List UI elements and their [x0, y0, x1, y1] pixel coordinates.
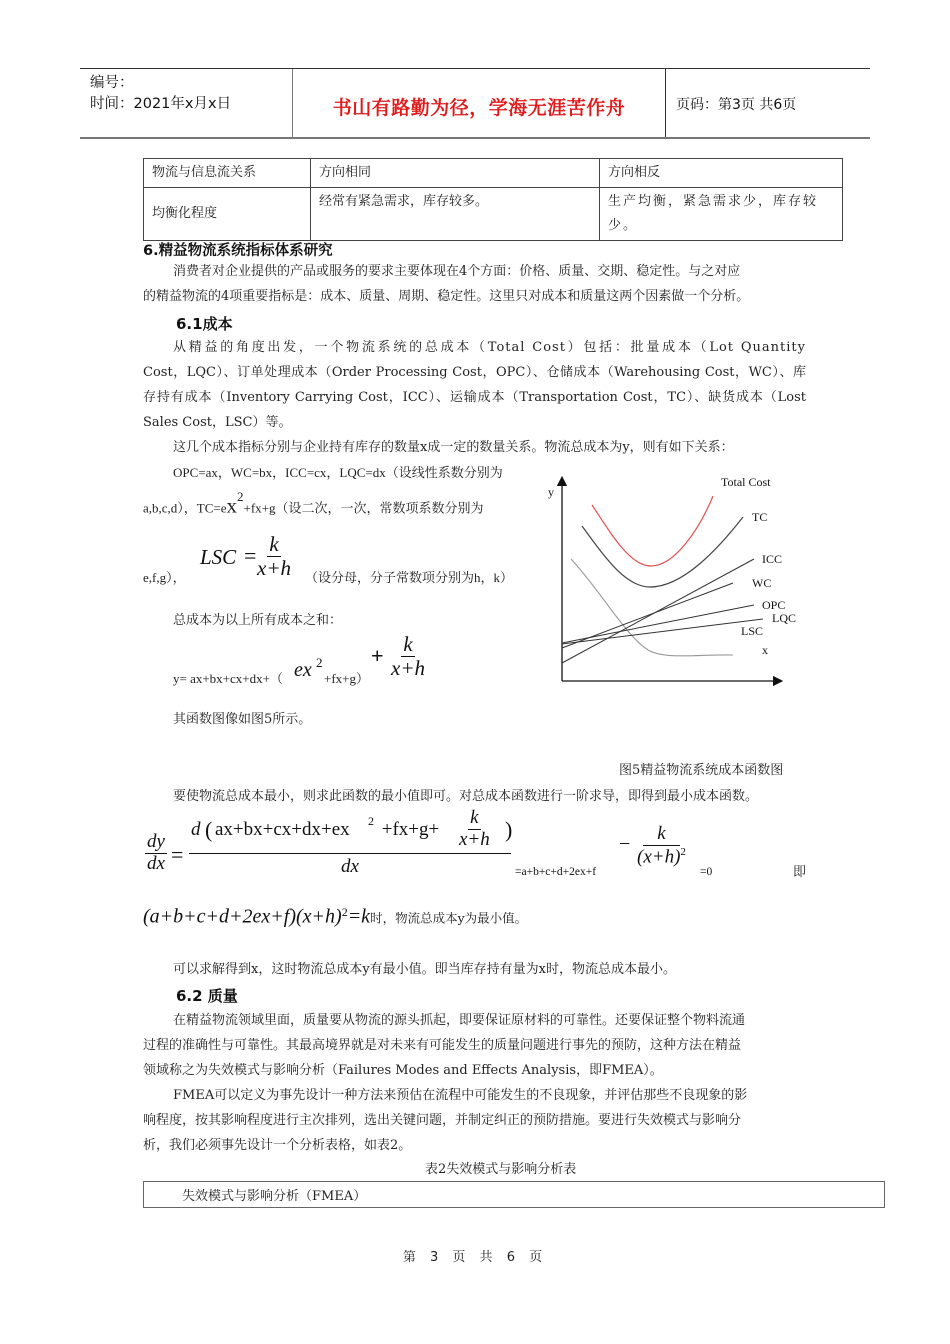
page-footer: 第 3 页 共 6 页 [402, 1250, 548, 1265]
table-row [144, 188, 843, 241]
document-date: 时间：2021年x月x日 [90, 96, 232, 112]
fraction-numerator: k [403, 632, 413, 656]
equation-text: +fx+g+ [377, 819, 440, 840]
fraction-numerator [189, 807, 513, 850]
section-6-heading: 6.精益物流系统指标体系研究 [143, 243, 333, 259]
equation-big-fraction [189, 808, 511, 878]
equation-sign: + [371, 643, 384, 668]
section-6-1-para-line: Cost，LQC）、订单处理成本（Order Processing Cost，OPC）、仓储成本（Warehousing Cost，WC）、库 [143, 365, 806, 380]
equation-sup: 2 [368, 814, 374, 828]
equation-sup: 2 [680, 845, 686, 858]
equation-text: =k [347, 905, 371, 928]
label-lqc: LQC [772, 611, 796, 625]
fraction-bar [189, 853, 511, 854]
section-6-2-para-line: 析，我们必须事先设计一个分析表格，如表2。 [143, 1138, 412, 1153]
section-6-para-line: 消费者对企业提供的产品或服务的要求主要体现在4个方面：价格、质量、交期、稳定性。与之对应 [173, 264, 741, 279]
equation-fraction [255, 533, 293, 580]
section-6-2-para-line: 响程度，按其影响程度进行主次排列，选出关键问题，并制定纠正的预防措施。要进行失效模式与影响分 [143, 1113, 742, 1128]
label-icc: ICC [762, 552, 783, 566]
equation-tc [143, 490, 484, 520]
equation-text: +fx+g） [324, 671, 369, 686]
label-opc: OPC [762, 598, 786, 612]
equation-sup: 2 [341, 905, 348, 919]
table-cell: 均衡化程度 [144, 188, 311, 241]
equation-text: (a+b+c+d+2ex+f)(x+h) [143, 905, 342, 928]
fmea-table [143, 1181, 885, 1208]
section-6-1-para-line: 存持有成本（Inventory Carrying Cost，ICC）、运输成本（Transportation Cost，TC）、缺货成本（Lost [143, 390, 806, 405]
equation-fraction [635, 824, 688, 868]
table-cell: 方向相反 [600, 159, 843, 188]
fraction-numerator: k [269, 532, 279, 556]
fraction-denominator: x+h [391, 656, 425, 681]
equation-var: ex [294, 659, 312, 681]
table-cell: 方向相同 [311, 159, 600, 188]
equation-linear-costs: OPC=ax，WC=bx，ICC=cx，LQC=dx（设线性系数分别为 [173, 465, 503, 480]
label-total-cost: Total Cost [721, 475, 771, 489]
label-x-axis: x [762, 643, 768, 657]
equation-text: （设分母，分子常数项分别为h，k） [305, 570, 514, 585]
equation-text: =0 [700, 866, 713, 878]
equation-sign: − [619, 833, 631, 855]
equation-text: +fx+g（设二次，一次，常数项系数分别为 [243, 500, 484, 516]
equation-text: =a+b+c+d+2ex+f [515, 866, 597, 878]
paren-open: ( [205, 817, 213, 842]
fraction-denominator: dx [147, 852, 165, 874]
total-cost-curve [592, 496, 713, 566]
equation-sup: 2 [316, 655, 323, 670]
equation-text: (x+h) [637, 846, 681, 868]
table-cell: 经常有紧急需求，库存较多。 [311, 188, 600, 241]
fraction-numerator: k [643, 824, 679, 846]
table-row [144, 1182, 885, 1208]
tc-curve [582, 517, 743, 587]
table-cell: 生产均衡，紧急需求少，库存较少。 [600, 188, 843, 241]
section-6-2-para-line: FMEA可以定义为事先设计一种方法来预估在流程中可能发生的不良现象，并评估那些不良现象的影 [173, 1088, 748, 1103]
fraction-denominator: dx [341, 856, 359, 877]
section-6-para-line: 的精益物流的4项重要指标是：成本、质量、周期、稳定性。这里只对成本和质量这两个因素做一个分析。 [143, 289, 750, 304]
equation-text: a,b,c,d），TC=e [143, 500, 227, 516]
document-header [80, 68, 870, 139]
fraction-numerator: k [470, 807, 479, 828]
equation-text: e,f,g）， [143, 570, 186, 585]
table-header-cell: 失效模式与影响分析（FMEA） [144, 1182, 885, 1208]
equation-derivative [143, 808, 823, 884]
comparison-table [143, 158, 843, 241]
header-meta [80, 69, 293, 137]
equation-text: 即 [793, 865, 807, 880]
equation-sign: = [171, 842, 184, 867]
figure-caption: 图5精益物流系统成本函数图 [619, 763, 784, 778]
section-6-2-para-line: 过程的准确性与可靠性。其最高境界就是对未来有可能发生的质量问题进行事先的预防，这种方法在精益 [143, 1038, 742, 1053]
minimum-condition [143, 905, 527, 930]
section-6-1-heading: 6.1成本 [176, 315, 233, 333]
label-tc: TC [752, 510, 768, 524]
equation-var: LSC [200, 545, 237, 569]
lsc-curve [571, 559, 733, 656]
equation-text: y= ax+bx+cx+dx+（ [173, 671, 283, 686]
table-cell: 物流与信息流关系 [144, 159, 311, 188]
section-6-1-para-line: 这几个成本指标分别与企业持有库存的数量x成一定的数量关系。物流总成本为y，则有如下关系： [173, 440, 734, 455]
header-page-number: 页码：第3页 共6页 [676, 97, 797, 113]
section-6-1-para-line: 可以求解得到x，这时物流总成本y有最小值。即当库存持有量为x时，物流总成本最小。 [173, 962, 677, 977]
graph-reference: 其函数图像如图5所示。 [173, 712, 312, 727]
equation-var: d [191, 819, 201, 840]
section-6-2-para-line: 领域称之为失效模式与影响分析（Failures Modes and Effects Analysis，即FMEA）。 [143, 1063, 663, 1078]
equation-sup: 2 [237, 489, 244, 504]
equation-text: 时，物流总成本y为最小值。 [370, 910, 528, 926]
section-6-2-para-line: 在精益物流领域里面，质量要从物流的源头抓起，即要保证原材料的可靠性。还要保证整个物料流通 [173, 1013, 746, 1028]
label-lsc: LSC [741, 624, 764, 638]
equation-var: x [226, 493, 238, 518]
fraction-denominator: x+h [459, 828, 490, 850]
equation-fraction [457, 808, 492, 851]
fraction-denominator: x+h [257, 556, 291, 581]
fraction-numerator: dy [147, 831, 165, 852]
section-6-1-para-line: Sales Cost，LSC）等。 [143, 415, 292, 430]
equation-total-cost [173, 633, 473, 693]
fraction-denominator [635, 846, 688, 868]
table-row [144, 159, 843, 188]
equation-fraction [389, 633, 427, 680]
section-6-1-para-line: 要使物流总成本最小，则求此函数的最小值即可。对总成本函数进行一阶求导，即得到最小成本函数。 [173, 789, 759, 804]
section-6-2-heading: 6.2 质量 [176, 987, 238, 1005]
sum-intro: 总成本为以上所有成本之和： [173, 613, 343, 628]
paren-close: ) [505, 817, 513, 842]
equation-fraction [145, 832, 167, 875]
label-y-axis: y [548, 485, 554, 499]
cost-function-chart [540, 470, 810, 695]
header-motto: 书山有路勤为径，学海无涯苦作舟 [293, 69, 666, 137]
equation-text: ax+bx+cx+dx+ex [215, 819, 350, 840]
document-number-label: 编号： [90, 75, 134, 91]
equation-sign: = [244, 543, 257, 568]
section-6-1-para-line: 从精益的角度出发，一个物流系统的总成本（Total Cost）包括：批量成本（Lot Quantity [173, 340, 806, 355]
label-wc: WC [752, 576, 772, 590]
table-caption: 表2失效模式与影响分析表 [425, 1162, 577, 1177]
